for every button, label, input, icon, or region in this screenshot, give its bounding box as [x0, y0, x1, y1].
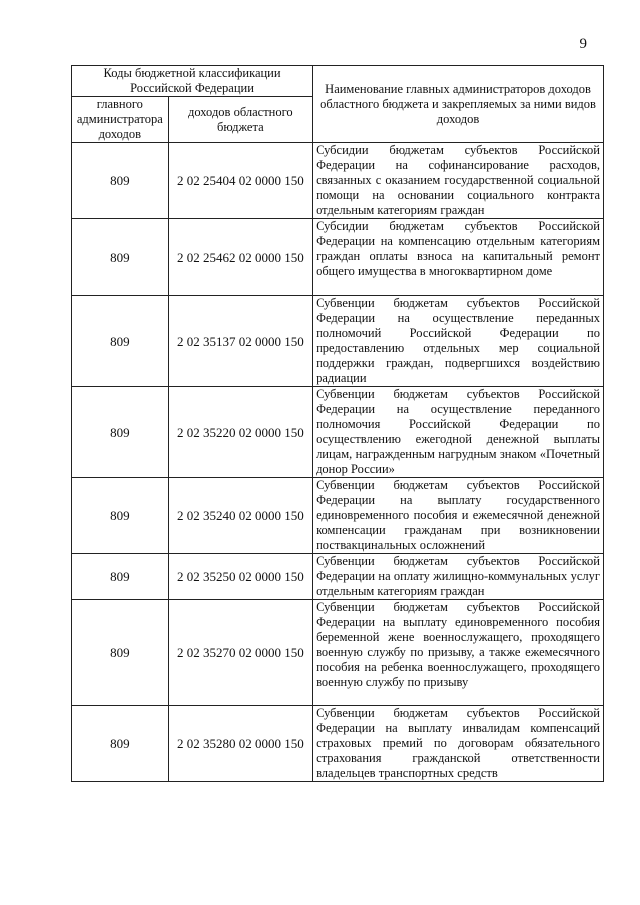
budget-code-cell: 2 02 35240 02 0000 150 [168, 478, 312, 554]
income-name-cell: Субсидии бюджетам субъектов Российской Федерации на софинансирование расходов, связанных с оказанием государственной социальной помощи на основании социального контракта отдельным категориям граждан [313, 143, 604, 219]
table-row [72, 143, 604, 219]
table-body [72, 143, 604, 782]
income-name-cell: Субвенции бюджетам субъектов Российской Федерации на выплату единовременного пособия беременной жене военнослужащего, проходящего военную службу по призыву, а также ежемесячного пособия на ребенка военнослужащего, проходящего военную службу по призыву [313, 600, 604, 706]
table-row [72, 296, 604, 387]
budget-code-cell: 2 02 35270 02 0000 150 [168, 600, 312, 706]
header-budget-classification-codes: Коды бюджетной классификации Российской Федерации [72, 66, 313, 97]
income-name-cell: Субсидии бюджетам субъектов Российской Федерации на компенсацию отдельным категориям граждан оплаты взноса на капитальный ремонт общего имущества в многоквартирном доме [313, 219, 604, 296]
header-regional-budget-income: доходов областного бюджета [168, 97, 312, 143]
income-name-cell: Субвенции бюджетам субъектов Российской Федерации на оплату жилищно-коммунальных услуг отдельным категориям граждан [313, 554, 604, 600]
table-row [72, 554, 604, 600]
page-number: 9 [579, 36, 587, 52]
table-row [72, 478, 604, 554]
table-header [72, 66, 604, 143]
admin-code-cell: 809 [72, 387, 169, 478]
budget-code-cell: 2 02 35280 02 0000 150 [168, 706, 312, 782]
budget-code-cell: 2 02 35250 02 0000 150 [168, 554, 312, 600]
admin-code-cell: 809 [72, 296, 169, 387]
admin-code-cell: 809 [72, 143, 169, 219]
table-row [72, 387, 604, 478]
budget-code-cell: 2 02 35220 02 0000 150 [168, 387, 312, 478]
admin-code-cell: 809 [72, 554, 169, 600]
admin-code-cell: 809 [72, 600, 169, 706]
header-main-administrator: главного администратора доходов [72, 97, 169, 143]
income-name-cell: Субвенции бюджетам субъектов Российской Федерации на выплату инвалидам компенсаций страховых премий по договорам обязательного страхования гражданской ответственности владельцев транспортных средств [313, 706, 604, 782]
header-administrator-names: Наименование главных администраторов доходов областного бюджета и закрепляемых за ними видов доходов [313, 66, 604, 143]
income-name-cell: Субвенции бюджетам субъектов Российской Федерации на осуществление переданного полномочия Российской Федерации по осуществлению ежегодной денежной выплаты лицам, награжденным нагрудным знаком «Почетный донор России» [313, 387, 604, 478]
table-row [72, 219, 604, 296]
budget-code-cell: 2 02 35137 02 0000 150 [168, 296, 312, 387]
income-codes-table [71, 65, 604, 782]
admin-code-cell: 809 [72, 478, 169, 554]
admin-code-cell: 809 [72, 706, 169, 782]
table-row [72, 706, 604, 782]
budget-code-cell: 2 02 25462 02 0000 150 [168, 219, 312, 296]
budget-code-cell: 2 02 25404 02 0000 150 [168, 143, 312, 219]
income-name-cell: Субвенции бюджетам субъектов Российской Федерации на осуществление переданных полномочий Российской Федерации по предоставлению отдельных мер социальной поддержки граждан, подвергшихся воздействию радиации [313, 296, 604, 387]
table-row [72, 600, 604, 706]
income-name-cell: Субвенции бюджетам субъектов Российской Федерации на выплату государственного единовременного пособия и ежемесячной денежной компенсации гражданам при возникновении поствакцинальных осложнений [313, 478, 604, 554]
admin-code-cell: 809 [72, 219, 169, 296]
